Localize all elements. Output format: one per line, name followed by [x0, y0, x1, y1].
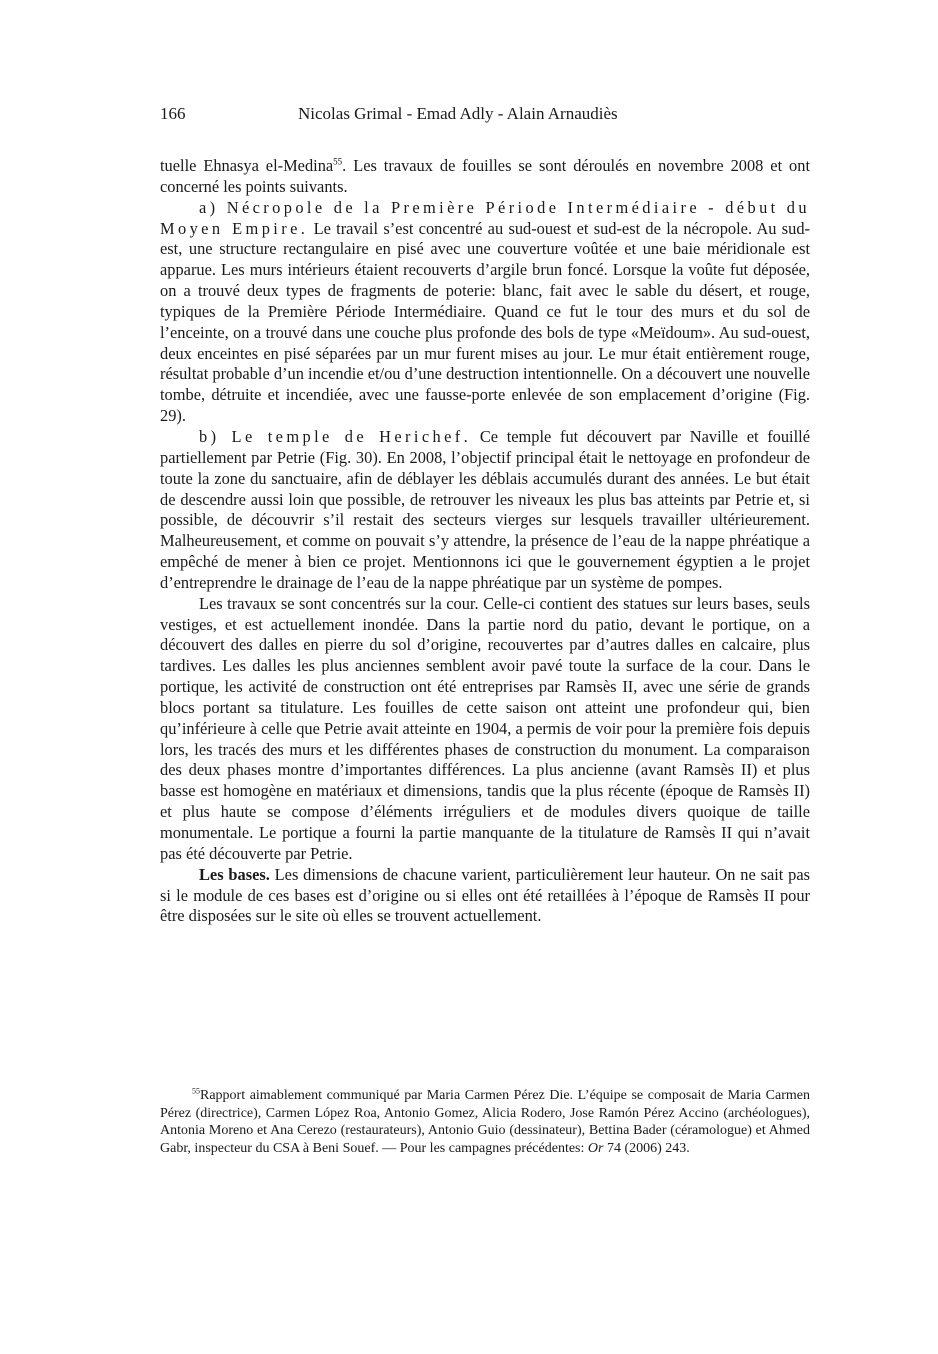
paragraph-1 [160, 156, 810, 198]
section-heading-b: b) Le temple de Herichef. [199, 426, 472, 446]
footnote-55 [160, 1087, 810, 1157]
paragraph-lead: Les bases. [199, 864, 270, 884]
footnote-text-end: 74 (2006) 243. [603, 1140, 690, 1156]
footnote [160, 1087, 810, 1157]
paragraph-3 [160, 427, 810, 594]
body-text [160, 156, 810, 927]
paragraph-5-text: Les dimensions de chacune varient, particulièrement leur hauteur. On ne sait pas si le module de ces bases est d’origine ou si elles ont été retaillées à l’époque de Ramsès II pour être disposées sur le site où elles se trouvent actuellement. [160, 864, 810, 926]
paragraph-5 [160, 865, 810, 928]
section-heading-a: a) Nécropole de la Première Période Intermédiaire - début du Moyen Empire. [160, 197, 810, 238]
paragraph-4: Les travaux se sont concentrés sur la cour. Celle-ci contient des statues sur leurs bases, seuls vestiges, et est actuellement inondée. Dans la partie nord du patio, devant le portique, on a découvert des dalles en pierre du sol d’origine, recouvertes par d’autres dalles en calcaire, plus tardives. Les dalles les plus anciennes semblent avoir pavé toute la surface de la cour. Dans le portique, les activité de construction ont été entreprises par Ramsès II, avec une série de grands blocs portant sa titulature. Les fouilles de cette saison ont atteint une profondeur qui, bien qu’inférieure à celle que Petrie avait atteinte en 1904, a permis de voir pour la première fois depuis lors, les tracés des murs et les différentes phases de construction du monument. La comparaison des deux phases montre d’importantes différences. La plus ancienne (avant Ramsès II) et plus basse est homogène en matériaux et dimensions, tandis que la plus récente (époque de Ramsès II) et plus haute se compose d’éléments irréguliers et de modules divers quoique de taille monumentale. Le portique a fourni la partie manquante de la titulature de Ramsès II qui n’avait pas été découverte par Petrie. [160, 593, 810, 863]
journal-abbreviation: Or [587, 1140, 604, 1156]
paragraph-1-text-cont: . Les travaux de fouilles se sont déroulés en novembre 2008 et ont concerné les points suivants. [160, 156, 811, 196]
paragraph-3-text: Ce temple fut découvert par Naville et fouillé partiellement par Petrie (Fig. 30). En 2008, l’objectif principal était le nettoyage en profondeur de toute la zone du sanctuaire, afin de déblayer les déblais accumulés durant des années. Le but était de descendre aussi loin que possible, de retrouver les niveaux les plus bas atteints par Petrie et, si possible, de découvrir s’il restait des secteurs vierges sur lesquels travailler ultérieurement. Malheureusement, et comme on pouvait s’y attendre, la présence de l’eau de la nappe phréatique a empêché de mener à bien ce projet. Mentionnons ici que le gouvernement égyptien a le projet d’entreprendre le drainage de l’eau de la nappe phréatique par un système de pompes. [160, 426, 810, 592]
footnote-reference[interactable]: 55 [333, 156, 343, 167]
page-header [160, 104, 810, 128]
running-head: Nicolas Grimal - Emad Adly - Alain Arnaudiès [298, 104, 618, 123]
footnote-number: 55 [192, 1086, 200, 1096]
paragraph-2-text: Le travail s’est concentré au sud-ouest et sud-est de la nécropole. Au sud-est, une structure rectangulaire en pisé avec une couverture voûtée et une baie méridionale est apparue. Les murs intérieurs étaient recouverts d’argile brun foncé. Lorsque la voûte fut déposée, on a trouvé deux types de fragments de poterie: blanc, fait avec le sable du désert, et rouge, typiques de la Première Période Intermédiaire. Quand ce fut le tour des murs et du sol de l’enceinte, on a trouvé dans une couche plus profonde des bols de type «Meïdoum». Au sud-ouest, deux enceintes en pisé séparées par un mur furent mises au jour. Le mur était entièrement rouge, résultat probable d’un incendie et/ou d’une destruction intentionnelle. On a découvert une nouvelle tombe, détruite et incendiée, avec une fausse-porte enlevée de son emplacement d’origine (Fig. 29). [160, 218, 810, 426]
paragraph-1-text: tuelle Ehnasya el-Medina [160, 156, 334, 175]
page-number: 166 [160, 104, 186, 123]
footnote-text: Rapport aimablement communiqué par Maria Carmen Pérez Die. L’équipe se composait de Maria Carmen Pérez (directrice), Carmen López Roa, Antonio Gomez, Alicia Rodero, Jose Ramón Pérez Accino (archéologues), Antonia Moreno et Ana Cerezo (restaurateurs), Antonio Guio (dessinateur), Bettina Bader (céramologue) et Ahmed Gabr, inspecteur du CSA à Beni Souef. — Pour les campagnes précédentes: [160, 1088, 810, 1156]
paragraph-2 [160, 198, 810, 427]
